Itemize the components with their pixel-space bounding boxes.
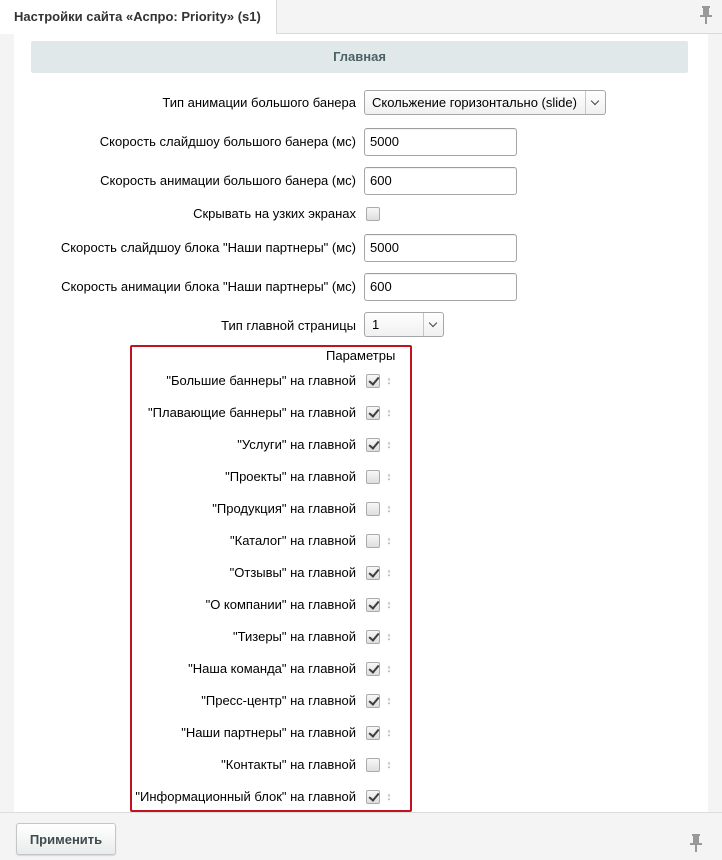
drag-handle-icon[interactable]: ↕ (386, 503, 392, 515)
drag-handle-icon[interactable]: ↕ (386, 759, 392, 771)
drag-handle-icon[interactable]: ↕ (386, 567, 392, 579)
pin-icon[interactable] (700, 6, 714, 24)
chevron-down-icon[interactable] (423, 313, 443, 336)
param-item (0, 495, 722, 523)
drag-handle-icon[interactable]: ↕ (386, 791, 392, 803)
param-item (0, 655, 722, 683)
hide-narrow-checkbox[interactable] (366, 207, 380, 221)
apply-button[interactable]: Применить (16, 823, 116, 855)
param-item-checkbox[interactable] (366, 726, 380, 740)
param-item-checkbox[interactable] (366, 662, 380, 676)
param-item-checkbox[interactable] (366, 694, 380, 708)
param-item-label: "Наши партнеры" на главной (181, 725, 356, 740)
param-item-label: "Каталог" на главной (230, 533, 356, 548)
param-item-checkbox[interactable] (366, 790, 380, 804)
param-item-checkbox[interactable] (366, 374, 380, 388)
main-page-type-label: Тип главной страницы (221, 318, 356, 333)
partners-slideshow-speed-label: Скорость слайдшоу блока "Наши партнеры" (мс) (60, 240, 356, 255)
drag-handle-icon[interactable]: ↕ (386, 439, 392, 451)
partners-slideshow-speed-input[interactable]: 5000 (364, 234, 517, 262)
partners-animation-speed-input[interactable]: 600 (364, 273, 517, 301)
partners-animation-speed-label: Скорость анимации блока "Наши партнеры" (мс) (61, 279, 356, 294)
drag-handle-icon[interactable]: ↕ (386, 535, 392, 547)
param-item-checkbox[interactable] (366, 598, 380, 612)
drag-handle-icon[interactable]: ↕ (386, 663, 392, 675)
param-item-checkbox[interactable] (366, 566, 380, 580)
param-item-label: "Пресс-центр" на главной (201, 693, 356, 708)
drag-handle-icon[interactable]: ↕ (386, 599, 392, 611)
section-title: Главная (31, 41, 688, 73)
param-item (0, 431, 722, 459)
param-item (0, 367, 722, 395)
banner-animation-row (0, 89, 722, 117)
drag-handle-icon[interactable]: ↕ (386, 375, 392, 387)
param-item-label: "Плавающие баннеры" на главной (148, 405, 356, 420)
settings-tab[interactable]: Настройки сайта «Аспро: Priority» (s1) (0, 0, 277, 34)
drag-handle-icon[interactable]: ↕ (386, 407, 392, 419)
chevron-down-icon[interactable] (585, 91, 605, 114)
main-page-type-row (0, 312, 722, 340)
param-item (0, 591, 722, 619)
banner-animation-label: Тип анимации большого банера (162, 95, 356, 110)
banner-animation-speed-input[interactable]: 600 (364, 167, 517, 195)
param-item-label: "Проекты" на главной (225, 469, 356, 484)
param-item (0, 623, 722, 651)
param-item-checkbox[interactable] (366, 534, 380, 548)
banner-animation-value: Скольжение горизонтально (slide) (372, 95, 577, 110)
param-item (0, 719, 722, 747)
param-item-label: "Большие баннеры" на главной (166, 373, 356, 388)
partners-slideshow-speed-row (0, 234, 722, 262)
params-title: Параметры (326, 348, 396, 363)
param-item-checkbox[interactable] (366, 406, 380, 420)
drag-handle-icon[interactable]: ↕ (386, 471, 392, 483)
param-item-checkbox[interactable] (366, 758, 380, 772)
hide-narrow-label: Скрывать на узких экранах (193, 206, 356, 221)
drag-handle-icon[interactable]: ↕ (386, 631, 392, 643)
param-item-label: "Отзывы" на главной (229, 565, 356, 580)
param-item-label: "Контакты" на главной (221, 757, 356, 772)
param-item (0, 463, 722, 491)
param-item-label: "Продукция" на главной (212, 501, 356, 516)
banner-animation-speed-row (0, 167, 722, 195)
banner-slideshow-speed-row (0, 128, 722, 156)
window-header (0, 0, 722, 34)
main-page-type-select[interactable] (364, 312, 444, 337)
pin-icon[interactable] (690, 834, 704, 852)
param-item (0, 687, 722, 715)
param-item (0, 783, 722, 811)
param-item (0, 399, 722, 427)
param-item-label: "Тизеры" на главной (233, 629, 356, 644)
banner-slideshow-speed-label: Скорость слайдшоу большого банера (мс) (99, 134, 356, 149)
param-item-checkbox[interactable] (366, 502, 380, 516)
param-item-label: "Наша команда" на главной (188, 661, 356, 676)
param-item (0, 751, 722, 779)
param-item-label: "Информационный блок" на главной (135, 789, 356, 804)
banner-animation-speed-label: Скорость анимации большого банера (мс) (100, 173, 356, 188)
param-item (0, 527, 722, 555)
param-item-checkbox[interactable] (366, 438, 380, 452)
param-item-label: "О компании" на главной (205, 597, 356, 612)
main-page-type-value: 1 (372, 317, 380, 332)
param-item (0, 559, 722, 587)
banner-slideshow-speed-input[interactable]: 5000 (364, 128, 517, 156)
param-item-checkbox[interactable] (366, 630, 380, 644)
banner-animation-select[interactable] (364, 90, 606, 115)
param-item-label: "Услуги" на главной (237, 437, 356, 452)
drag-handle-icon[interactable]: ↕ (386, 727, 392, 739)
param-item-checkbox[interactable] (366, 470, 380, 484)
hide-narrow-row (0, 200, 722, 228)
partners-animation-speed-row (0, 273, 722, 301)
drag-handle-icon[interactable]: ↕ (386, 695, 392, 707)
